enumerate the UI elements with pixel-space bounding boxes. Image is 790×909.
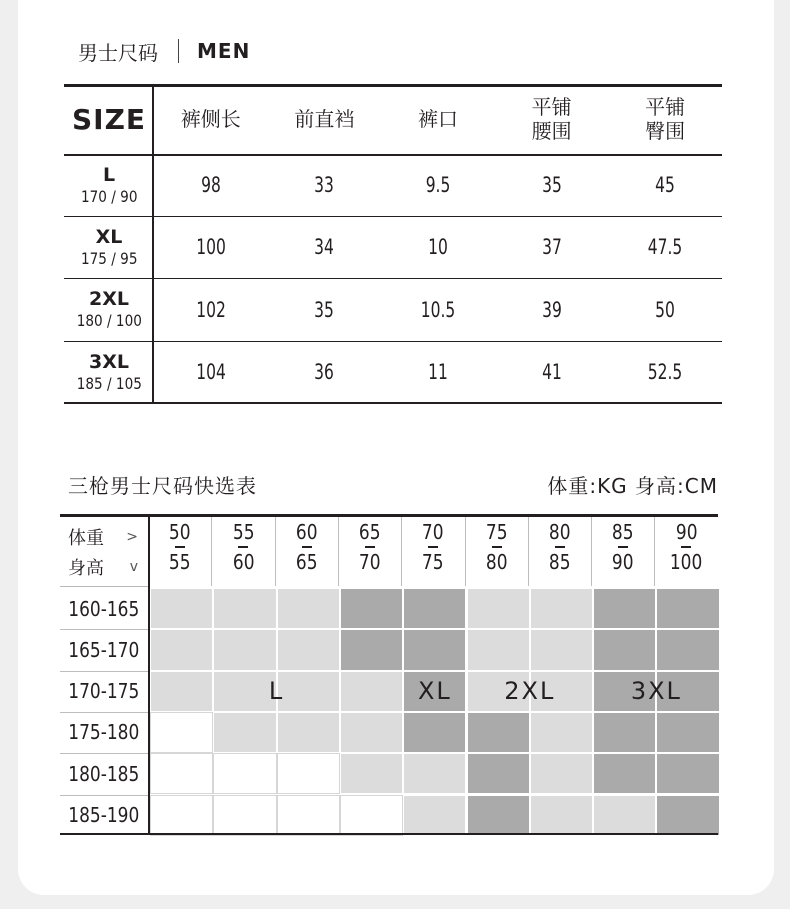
size-cell: [340, 588, 403, 629]
row-divider: [60, 795, 148, 796]
grid-top-rule: [60, 514, 718, 517]
size-cell: [530, 588, 593, 629]
size-cell: [593, 795, 656, 836]
header-col-4: 平铺 臀围: [645, 95, 686, 143]
size-cell: [340, 629, 403, 670]
weight-max: 70: [359, 550, 381, 574]
size-spec: 185 / 105: [76, 373, 142, 393]
header-col-1: 前直裆: [294, 107, 355, 131]
weight-dash: [681, 546, 691, 548]
size-cell: [277, 629, 340, 670]
size-cell: [340, 671, 403, 712]
height-range-text: 175-180: [68, 720, 140, 745]
size-value-text: 9.5: [425, 173, 451, 197]
height-range-text: 180-185: [68, 761, 140, 786]
size-cell: [656, 588, 719, 629]
weight-min: 60: [295, 520, 318, 544]
chevron-right-icon: >: [126, 529, 138, 545]
size-value-text: 98: [200, 173, 221, 197]
weight-dash: [492, 546, 502, 548]
row-divider: [60, 712, 148, 713]
size-value-text: 37: [541, 235, 562, 259]
quick-select-title: 三枪男士尺码快选表: [68, 474, 257, 498]
weight-min: 85: [612, 520, 634, 544]
size-value-text: 34: [314, 235, 335, 259]
size-value: [495, 216, 609, 278]
weight-range: [402, 522, 464, 582]
size-cell: [467, 712, 530, 753]
size-name: XL: [95, 225, 123, 248]
weight-range: [149, 522, 211, 582]
size-cell: [340, 753, 403, 794]
title-separator: [178, 39, 179, 63]
size-value-text: 102: [196, 297, 226, 322]
weight-min: 80: [548, 520, 571, 544]
header-col-3: 平铺 腰围: [531, 95, 572, 143]
corner-height-label: 身高: [68, 558, 104, 579]
row-divider: [60, 753, 148, 754]
weight-max: 100: [670, 550, 703, 574]
size-table-header: [64, 84, 722, 154]
grid-bottom-rule: [60, 833, 718, 835]
size-label-cell: [64, 341, 154, 403]
weight-min: 75: [485, 520, 508, 544]
size-cell: [593, 712, 656, 753]
size-value: [495, 278, 609, 341]
table-rule: [64, 341, 722, 342]
height-range: [60, 671, 148, 712]
header-col-divider: [591, 514, 592, 586]
grid-corner: [68, 522, 144, 582]
weight-max: 85: [548, 550, 571, 574]
size-cell: [277, 712, 340, 753]
size-value-text: 41: [541, 360, 562, 384]
weight-max: 90: [612, 550, 634, 574]
size-cell: [277, 671, 340, 712]
size-value: [608, 341, 722, 403]
size-label-cell: [64, 154, 154, 216]
grid-divider: [148, 514, 150, 834]
table-rule: [64, 154, 722, 156]
size-cell: [530, 795, 593, 836]
weight-range: [529, 522, 591, 582]
size-cell: [656, 712, 719, 753]
size-value: [495, 341, 609, 403]
size-cell: [277, 795, 340, 836]
size-label-cell: [64, 216, 154, 278]
height-range: [60, 753, 148, 794]
size-value: [381, 216, 495, 278]
size-spec: 175 / 95: [80, 248, 138, 268]
size-cell: [213, 753, 276, 794]
header-col-divider: [211, 514, 212, 586]
header-col-divider: [465, 514, 466, 586]
size-cell: [213, 629, 276, 670]
header-col-2: 裤口: [417, 107, 458, 131]
size-chart-title-cn: 男士尺码: [78, 40, 158, 65]
size-value-text: 100: [196, 235, 226, 259]
size-value-text: 11: [428, 360, 448, 384]
size-value-text: 35: [314, 297, 335, 322]
size-name: 3XL: [89, 350, 129, 373]
height-range-text: 170-175: [68, 679, 140, 704]
corner-weight-label: 体重: [68, 528, 104, 549]
weight-max: 80: [485, 550, 508, 574]
size-cell: [277, 588, 340, 629]
header-col-divider: [528, 514, 529, 586]
zone-label-3xl: 3XL: [630, 677, 682, 706]
table-rule: [64, 216, 722, 217]
size-label: [71, 290, 148, 329]
table-rule: [64, 84, 722, 87]
size-chart-title: [78, 36, 250, 66]
size-value-text: 10.5: [420, 297, 456, 322]
size-value: [381, 154, 495, 216]
weight-dash: [175, 546, 185, 548]
quick-select-unit: 体重:KG 身高:CM: [547, 474, 718, 498]
table-divider: [152, 84, 154, 403]
weight-dash: [365, 546, 375, 548]
corner-weight-row: [68, 522, 144, 552]
weight-min: 55: [232, 520, 255, 544]
size-cell: [340, 795, 403, 836]
size-cell: [530, 629, 593, 670]
size-cell: [403, 795, 466, 836]
table-rule: [64, 402, 722, 404]
size-name: 2XL: [89, 288, 129, 310]
size-cell: [403, 629, 466, 670]
height-range: [60, 629, 148, 670]
weight-range: [655, 522, 717, 582]
size-cell: [213, 712, 276, 753]
size-value: [608, 154, 722, 216]
size-name: L: [102, 163, 116, 186]
height-range-text: 160-165: [68, 596, 140, 621]
size-label: [76, 163, 142, 206]
size-value: [154, 278, 268, 341]
size-label: [76, 225, 142, 268]
weight-range: [466, 522, 528, 582]
weight-dash: [428, 546, 438, 548]
row-divider: [60, 629, 148, 630]
quick-select-grid: [60, 514, 718, 834]
size-value-text: 45: [655, 173, 676, 197]
size-value-text: 35: [541, 173, 562, 197]
size-spec: 180 / 100: [76, 311, 142, 330]
weight-dash: [238, 546, 248, 548]
size-cell: [656, 795, 719, 836]
zone-label-l: L: [268, 677, 285, 706]
size-label-cell: [64, 278, 154, 341]
height-range-text: 165-170: [68, 637, 140, 662]
header-col-divider: [654, 514, 655, 586]
size-cell: [150, 795, 213, 836]
weight-max: 75: [422, 550, 444, 574]
size-value: [154, 341, 268, 403]
height-range: [60, 712, 148, 753]
size-value: [268, 278, 382, 341]
size-cell: [340, 712, 403, 753]
size-cell: [467, 753, 530, 794]
size-row: [64, 278, 722, 341]
weight-range: [592, 522, 654, 582]
grid-header-rule: [60, 586, 148, 587]
size-value: [381, 278, 495, 341]
size-value: [381, 341, 495, 403]
size-spec: 170 / 90: [80, 186, 138, 206]
weight-min: 70: [422, 520, 444, 544]
weight-dash: [302, 546, 312, 548]
header-col-divider: [275, 514, 276, 586]
height-range-text: 185-190: [68, 803, 140, 827]
size-value-text: 52.5: [647, 360, 683, 384]
size-row: [64, 216, 722, 278]
size-cell: [150, 753, 213, 794]
size-value: [268, 216, 382, 278]
weight-min: 50: [169, 520, 191, 544]
height-range: [60, 795, 148, 836]
size-value-text: 39: [541, 297, 562, 322]
size-cell: [213, 588, 276, 629]
size-value: [268, 341, 382, 403]
size-row: [64, 341, 722, 403]
size-table: [64, 84, 722, 404]
size-cell: [467, 629, 530, 670]
size-value: [154, 216, 268, 278]
weight-range: [276, 522, 338, 582]
size-cell: [593, 629, 656, 670]
weight-max: 65: [295, 550, 318, 574]
weight-min: 65: [359, 520, 381, 544]
size-value-text: 10: [428, 235, 448, 259]
header-size: SIZE: [71, 102, 146, 136]
size-cell: [467, 795, 530, 836]
row-divider: [60, 671, 148, 672]
header-col-divider: [401, 514, 402, 586]
size-value: [154, 154, 268, 216]
corner-height-row: [68, 552, 144, 582]
size-value: [495, 154, 609, 216]
size-chart-title-en: MEN: [197, 39, 251, 63]
size-cell: [213, 795, 276, 836]
size-value-text: 36: [314, 360, 335, 384]
size-value: [608, 216, 722, 278]
header-col-0: 裤侧长: [180, 107, 241, 131]
size-value-text: 33: [314, 173, 335, 197]
weight-min: 90: [675, 520, 698, 544]
size-cell: [403, 753, 466, 794]
size-cell: [593, 588, 656, 629]
size-value-text: 50: [655, 297, 676, 322]
header-col-divider: [338, 514, 339, 586]
chevron-down-icon: v: [129, 559, 138, 575]
size-cell: [530, 753, 593, 794]
size-cell: [656, 753, 719, 794]
weight-max: 55: [169, 550, 191, 574]
size-label: [71, 350, 148, 393]
size-cell: [403, 712, 466, 753]
size-cell: [277, 753, 340, 794]
weight-dash: [555, 546, 565, 548]
size-value: [268, 154, 382, 216]
size-cell: [467, 588, 530, 629]
size-value: [608, 278, 722, 341]
size-cell: [150, 712, 213, 753]
weight-dash: [618, 546, 628, 548]
size-cell: [150, 671, 213, 712]
zone-label-xl: XL: [417, 677, 452, 706]
table-rule: [64, 278, 722, 279]
size-value-text: 104: [196, 360, 226, 384]
height-range: [60, 588, 148, 629]
size-row: [64, 154, 722, 216]
weight-max: 60: [232, 550, 255, 574]
size-cell: [530, 712, 593, 753]
size-cell: [150, 629, 213, 670]
size-value-text: 47.5: [647, 235, 683, 259]
zone-label-2xl: 2XL: [504, 677, 556, 706]
size-cell: [593, 753, 656, 794]
weight-range: [212, 522, 274, 582]
size-cell: [213, 671, 276, 712]
size-cell: [656, 629, 719, 670]
size-cell: [403, 588, 466, 629]
size-cell: [150, 588, 213, 629]
weight-range: [339, 522, 401, 582]
